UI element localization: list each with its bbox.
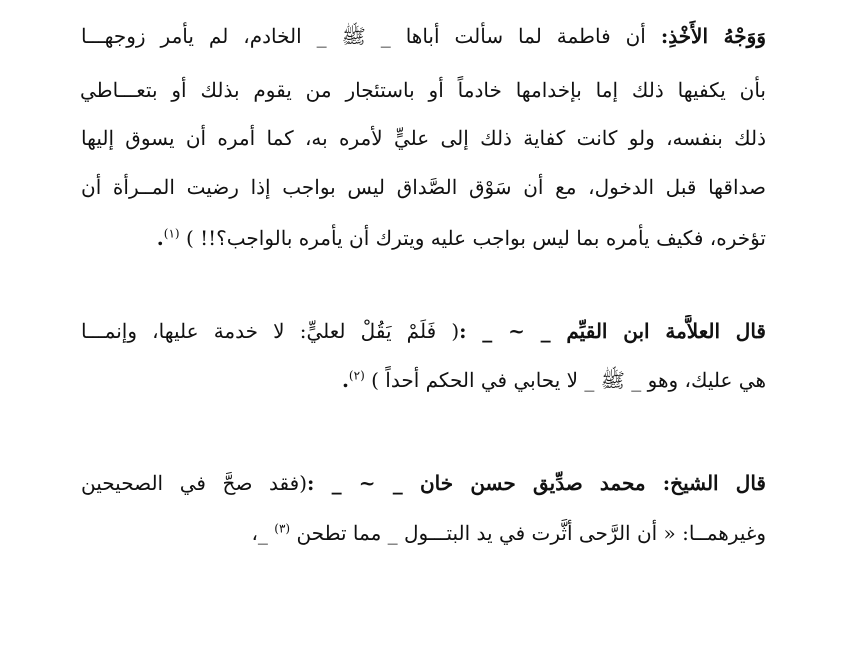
paragraph3-heading: قال الشيخ: محمد صدِّيق حسن خان _ ~ _ : <box>307 471 766 495</box>
paragraph3-line2-text: وغيرهمــا: « أن الرَّحى أثَّرت في يد البتـــول _ مما تطحن <box>296 521 766 545</box>
paragraph3-line2 <box>81 517 766 551</box>
paragraph1-line2: بأن يكفيها ذلك إما بإخدامها خادماً أو باستئجار من يقوم بذلك أو بتعـــاطي <box>80 78 766 102</box>
footnote-marker-2: (٢) <box>348 368 365 383</box>
paragraph1-heading: وَوَجْهُ الأَخْذِ: <box>660 24 766 48</box>
paragraph2-heading: قال العلاَّمة ابن القيِّم _ ~ _ : <box>459 319 766 343</box>
paragraph2-line1 <box>81 315 766 349</box>
footnote-marker-1: (١) <box>163 226 180 241</box>
paragraph2-line2-end: . <box>341 368 349 392</box>
paragraph1-line3: ذلك بنفسه، ولو كانت كفاية ذلك إلى عليٍّ لأمره به، كما أمره أن يسوق إليها <box>81 126 766 150</box>
paragraph2-line1-text: ( فَلَمْ يَقُلْ لعليٍّ: لا خدمة عليها، وإنمـــا <box>81 319 460 343</box>
paragraph3-line1-text: (فقد صحَّ في الصحيحين <box>81 471 308 495</box>
paragraph1-line1 <box>81 20 766 54</box>
paragraph1-line5 <box>81 222 766 256</box>
paragraph1-line5-text: تؤخره، فكيف يأمره بما ليس بواجب عليه ويترك أن يأمره بالواجب؟!! ) <box>185 226 766 250</box>
paragraph1-line5-end: . <box>156 226 164 250</box>
paragraph2-line2 <box>81 364 766 398</box>
paragraph3-line1 <box>81 467 766 501</box>
paragraph1-line1-text: أن فاطمة لما سألت أباها _ ﷺ _ الخادم، لم يأمر زوجهـــا <box>81 24 661 48</box>
paragraph1-line4: صداقها قبل الدخول، مع أن سَوْق الصَّداق ليس بواجب إذا رضيت المــرأة أن <box>81 175 766 199</box>
paragraph2-line2-text: هي عليك، وهو _ ﷺ _ لا يحابي في الحكم أحداً ) <box>371 368 766 392</box>
footnote-marker-3: (٣) <box>274 521 291 536</box>
paragraph3-line2-end: _، <box>251 521 275 545</box>
